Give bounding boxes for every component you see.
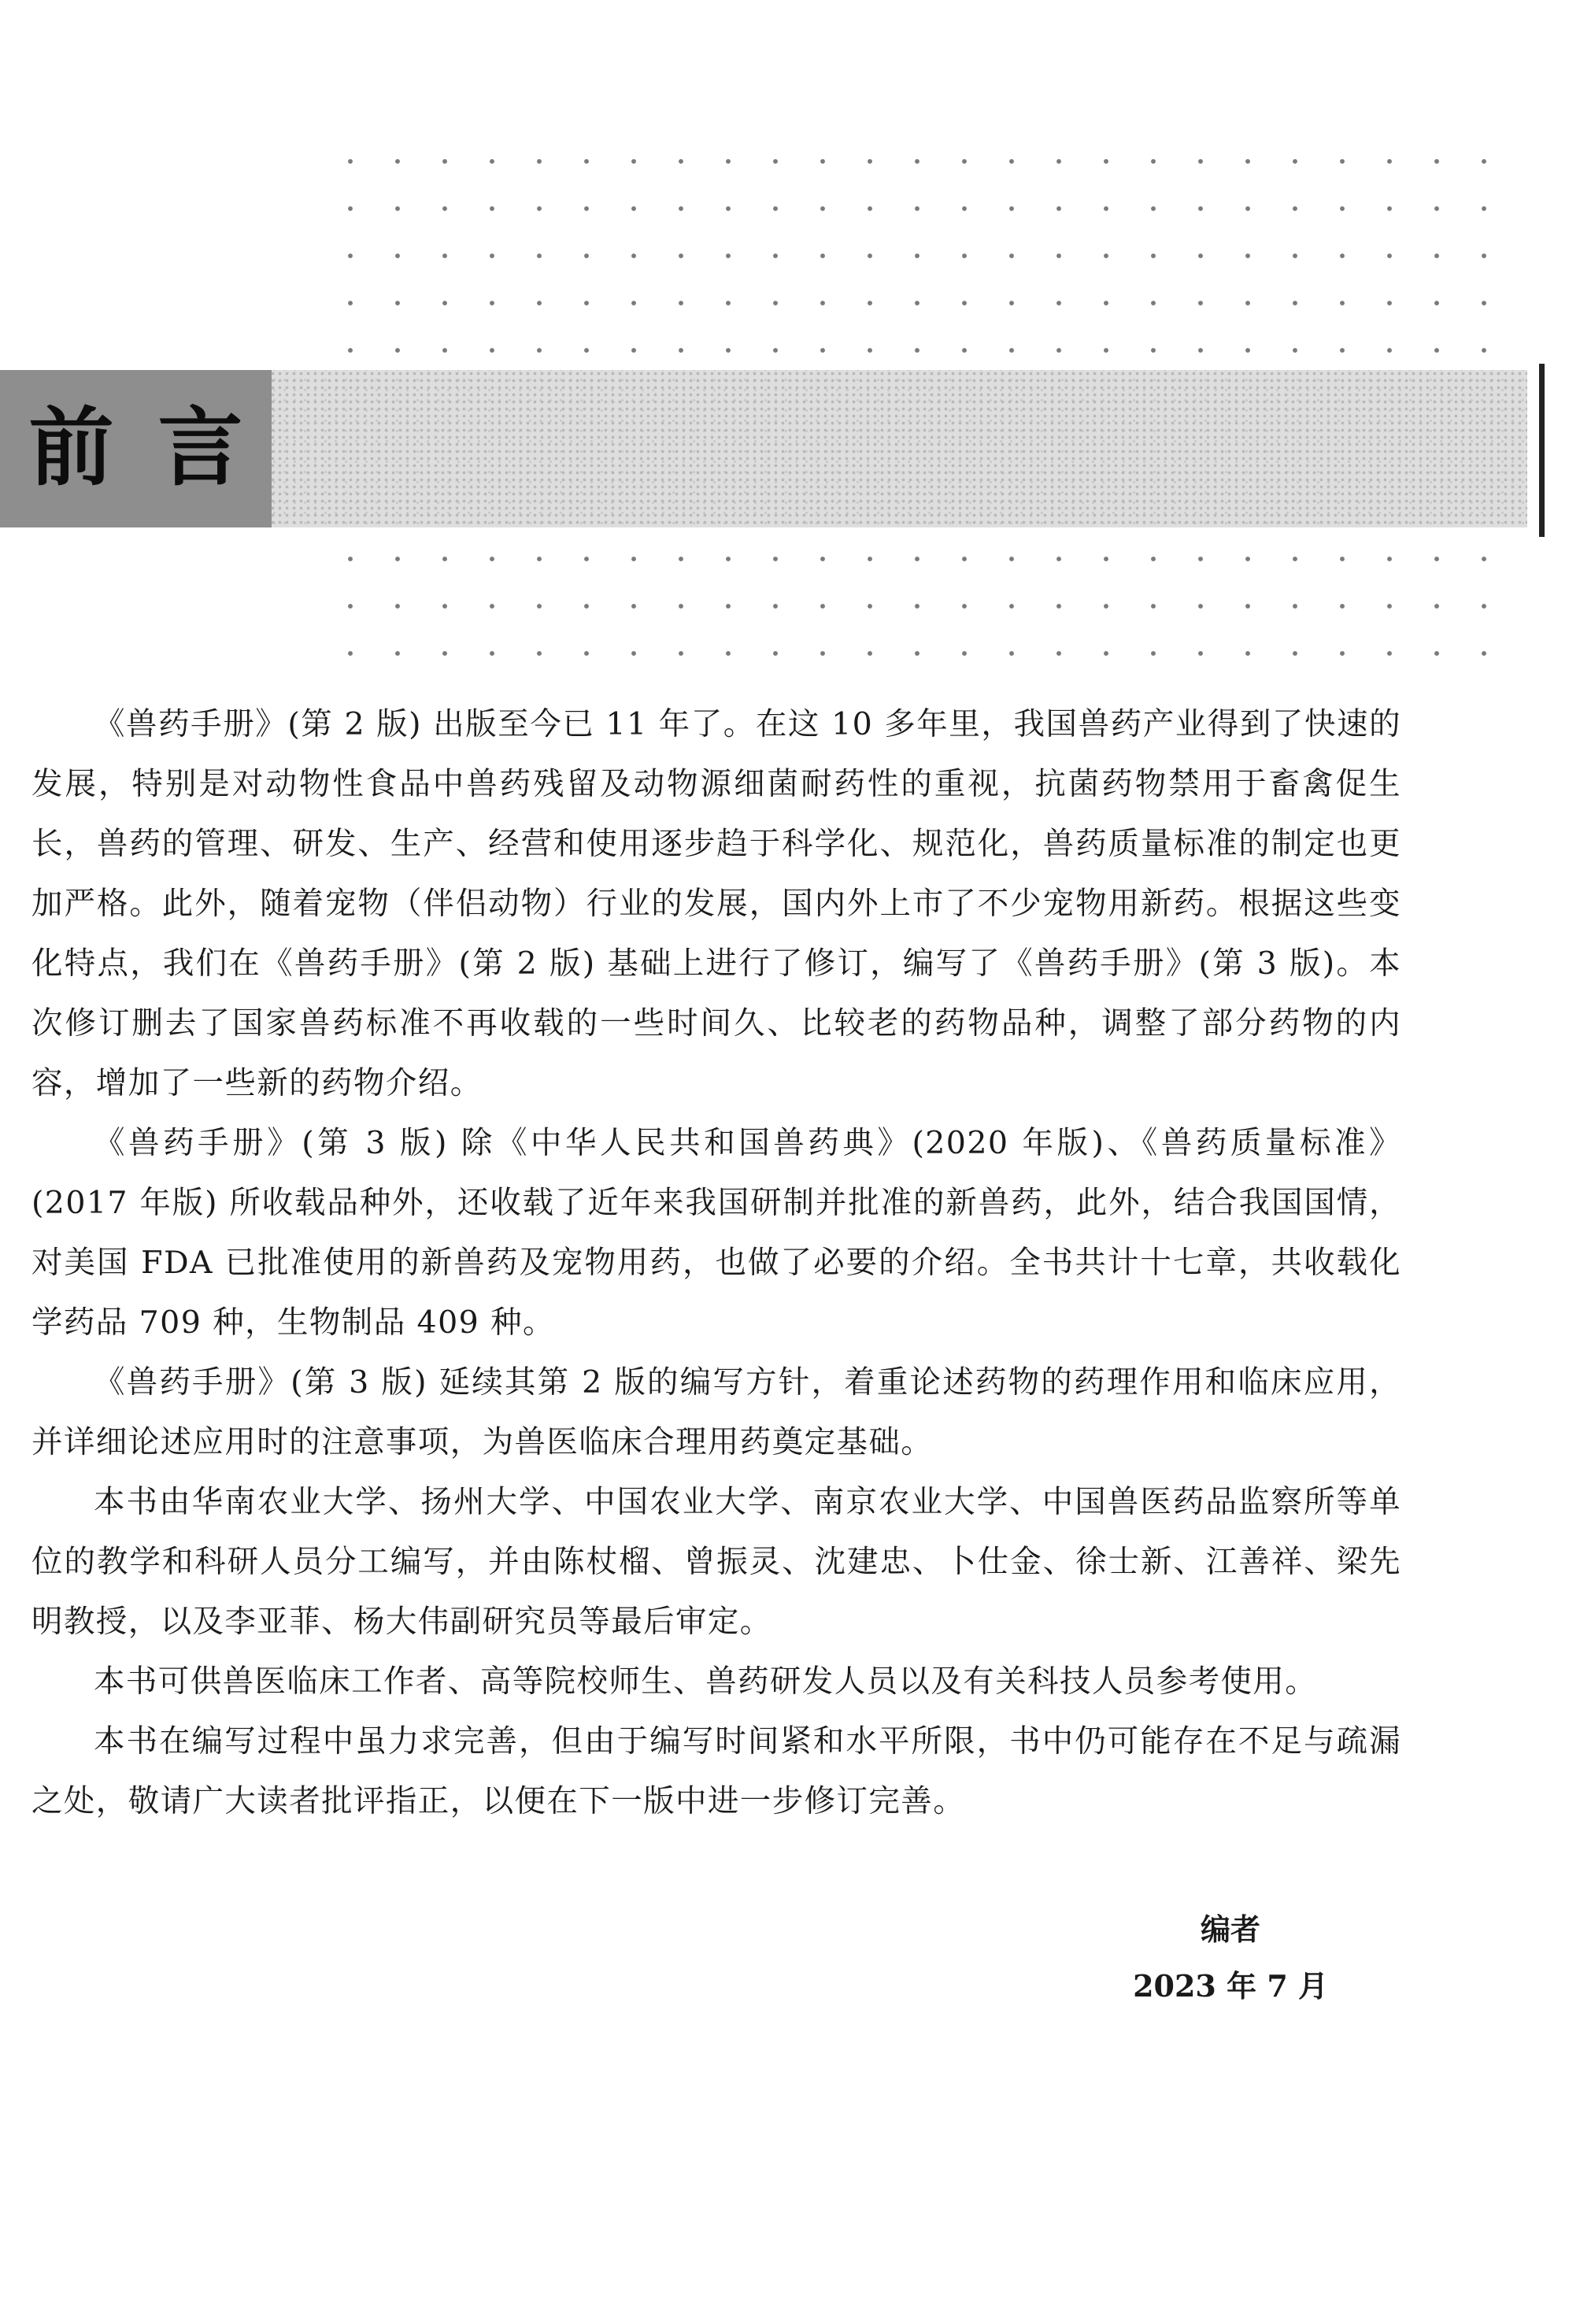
signature-block [1133, 1901, 1328, 2015]
paragraph: 本书可供兽医临床工作者、高等院校师生、兽药研发人员以及有关科技人员参考使用。 [94, 1663, 1318, 1700]
banner-edge-bar [1539, 364, 1545, 537]
page-title: 前言 [28, 399, 287, 498]
signature-date: 2023 年 7 月 [1133, 1968, 1328, 2004]
preface-body [31, 694, 1401, 1831]
paragraph: 《兽药手册》(第 2 版) 出版至今已 11 年了。在这 10 多年里，我国兽药产业得到了快速的发展，特别是对动物性食品中兽药残留及动物源细菌耐药性的重视，抗菌药物禁用于畜禽促生长，兽药的管理、研发、生产、经营和使用逐步趋于科学化、规范化，兽药质量标准的制定也更加严格。此外，随着宠物（伴侣动物）行业的发展，国内外上市了不少宠物用新药。根据这些变化特点，我们在《兽药手册》(第 2 版) 基础上进行了修订，编写了《兽药手册》(第 3 版)。本次修订删去了国家兽药标准不再收载的一些时间久、比较老的药物品种，调整了部分药物的内容，增加了一些新的药物介绍。 [31, 706, 1401, 1101]
paragraph: 《兽药手册》(第 3 版) 除《中华人民共和国兽药典》(2020 年版)、《兽药质量标准》(2017 年版) 所收载品种外，还收载了近年来我国研制并批准的新兽药，此外，结合我国国情，对美国 FDA 已批准使用的新兽药及宠物用药，也做了必要的介绍。全书共计十七章，共收载化学药品 709 种，生物制品 409 种。 [31, 1125, 1401, 1341]
paragraph: 本书由华南农业大学、扬州大学、中国农业大学、南京农业大学、中国兽医药品监察所等单位的教学和科研人员分工编写，并由陈杖榴、曾振灵、沈建忠、卜仕金、徐士新、江善祥、梁先明教授，以及李亚菲、杨大伟副研究员等最后审定。 [31, 1484, 1401, 1640]
title-box [0, 370, 287, 527]
decorative-dot-pattern-top [315, 126, 1496, 362]
paragraph: 本书在编写过程中虽力求完善，但由于编写时间紧和水平所限，书中仍可能存在不足与疏漏之处，敬请广大读者批评指正，以便在下一版中进一步修订完善。 [31, 1723, 1401, 1819]
paragraph: 《兽药手册》(第 3 版) 延续其第 2 版的编写方针，着重论述药物的药理作用和临床应用，并详细论述应用时的注意事项，为兽医临床合理用药奠定基础。 [31, 1364, 1401, 1460]
signature-author: 编者 [1201, 1911, 1261, 1947]
decorative-dot-pattern-bottom [315, 524, 1496, 673]
